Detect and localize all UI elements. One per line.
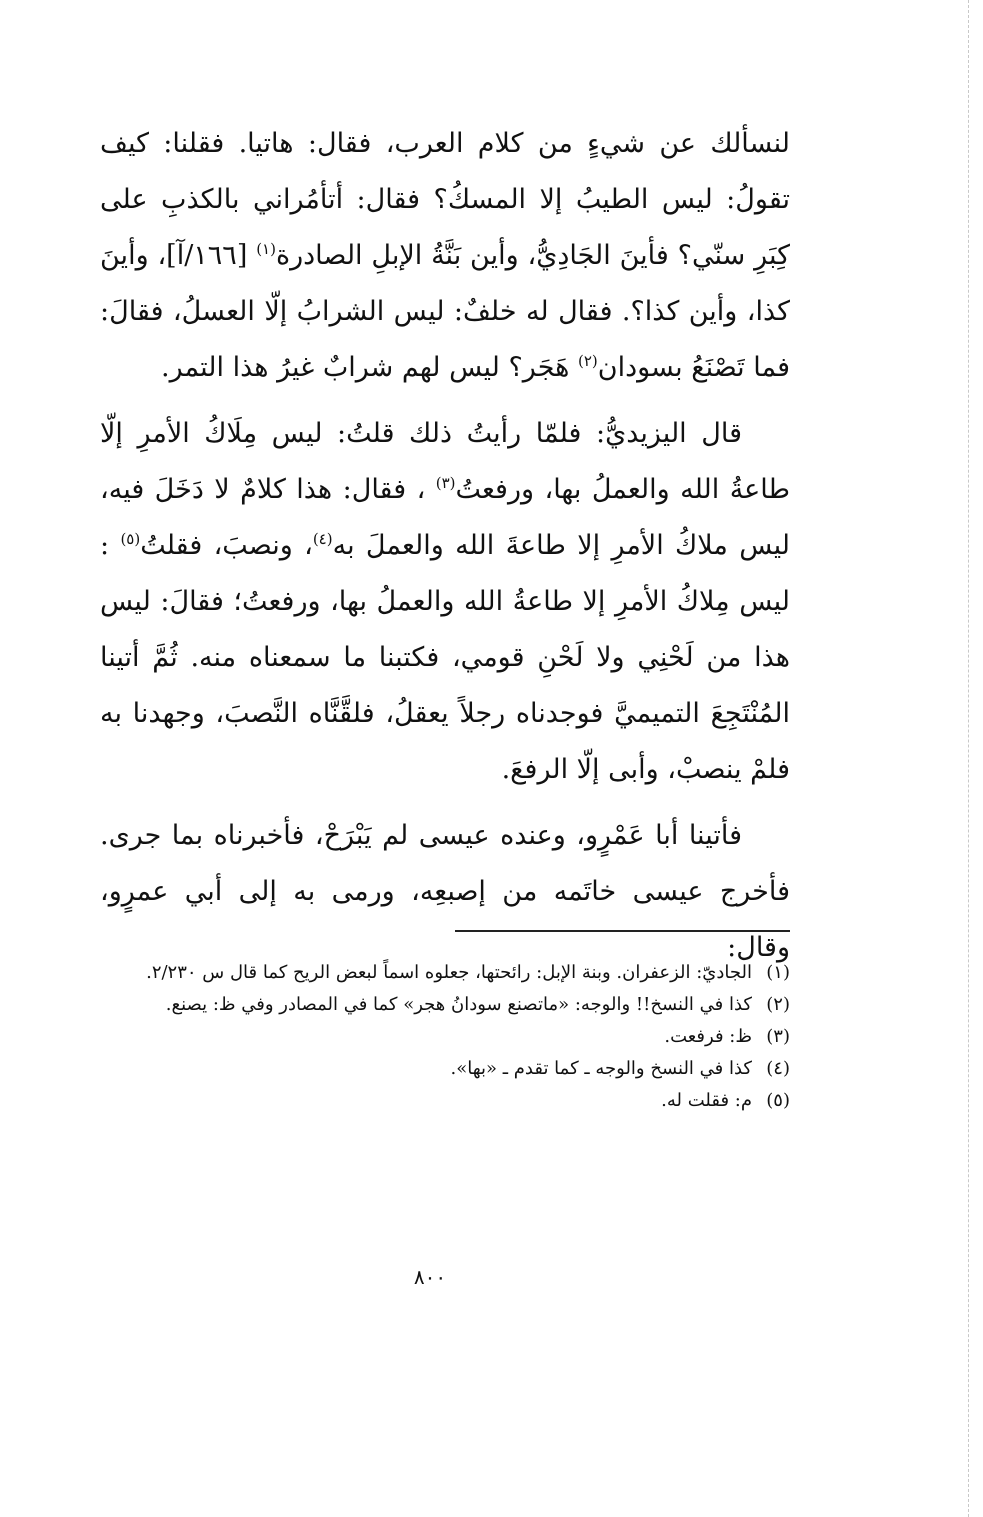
- footnote-2: [100, 990, 790, 1020]
- text-run: لنسألك عن شيءٍ من كلام العرب، فقال: هاتيا. فقلنا: كيف تقولُ: ليس الطيبُ إلا المسكُ؟ فقال: أتأمُراني بالكذبِ على كِبَرِ سنّي؟ فأينَ الجَادِيُّ، وأين بَنَّةُ الإبلِ الصادرة: [100, 128, 790, 271]
- scan-edge-line: [968, 0, 969, 1517]
- footnote-number: (٥): [766, 1090, 790, 1111]
- footnote-number: (١): [766, 962, 790, 983]
- footnote-1: [100, 958, 790, 988]
- footnote-ref-5: (٥): [120, 530, 141, 548]
- footnote-text: كذا في النسخ والوجه ـ كما تقدم ـ «بها».: [450, 1058, 752, 1079]
- text-run: فأتينا أبا عَمْرٍو، وعنده عيسى لم يَبْرَحْ، فأخبرناه بما جرى. فأخرج عيسى خاتَمه من إصبعِه، ورمى به إلى أبي عمرٍو، وقال:: [100, 820, 790, 963]
- footnote-ref-2: (٢): [577, 352, 598, 370]
- footnote-4: [100, 1054, 790, 1084]
- paragraph-3: [100, 808, 790, 976]
- footnote-ref-3: (٣): [435, 474, 456, 492]
- footnote-number: (٤): [766, 1058, 790, 1079]
- text-run: هَجَر؟ ليس لهم شرابٌ غيرُ هذا التمر.: [161, 352, 578, 383]
- text-run: [١٦٦/آ]، وأينَ كذا، وأين كذا؟. فقال له خلفٌ: ليس الشرابُ إلّا العسلُ، فقالَ: فما تَصْنَعُ بسودان: [100, 240, 790, 383]
- footnote-text: الجاديّ: الزعفران. وبنة الإبل: رائحتها، جعلوه اسماً لبعض الريح كما قال س ٢/٢٣٠.: [146, 962, 752, 983]
- footnote-ref-4: (٤): [312, 530, 333, 548]
- footnote-5: [100, 1086, 790, 1116]
- footnotes: [100, 958, 790, 1118]
- paragraph-2: [100, 406, 790, 798]
- footnote-number: (٢): [766, 994, 790, 1015]
- paragraph-1: [100, 116, 790, 396]
- footnote-ref-1: (١): [256, 240, 276, 258]
- footnote-separator: [455, 930, 790, 932]
- text-run: ، فقال: هذا كلامٌ لا دَخَلَ فيه، ليس ملاكُ الأمرِ إلا طاعةَ الله والعملَ به: [100, 474, 790, 561]
- footnote-3: [100, 1022, 790, 1052]
- footnote-text: ظ: فرفعت.: [664, 1026, 752, 1047]
- footnote-text: كذا في النسخ!! والوجه: «ماتصنع سودانُ هجر» كما في المصادر وفي ظ: يصنع.: [165, 994, 752, 1015]
- text-run: قال اليزيديُّ: فلمّا رأيتُ ذلك قلتُ: ليس مِلَاكُ الأمرِ إلّا طاعةُ الله والعملُ بها، ورفعتُ: [100, 418, 791, 505]
- footnote-text: م: فقلت له.: [661, 1090, 752, 1111]
- footnote-number: (٣): [766, 1026, 790, 1047]
- page-number: ٨٠٠: [413, 1265, 447, 1289]
- text-run: ، ونصبَ، فقلتُ: [140, 530, 313, 561]
- main-text: [100, 116, 790, 986]
- text-run: : ليس مِلاكُ الأمرِ إلا طاعةُ الله والعملُ بها، ورفعتُ؛ فقالَ: ليس هذا من لَحْنِي ولا لَحْنِ قومي، فكتبنا ما سمعناه منه. ثُمَّ أتينا المُنْتَجِعَ التميميَّ فوجدناه رجلاً يعقلُ، فلقَّنَّاه النَّصبَ، وجهدنا به فلمْ ينصبْ، وأبى إلّا الرفعَ.: [100, 530, 790, 785]
